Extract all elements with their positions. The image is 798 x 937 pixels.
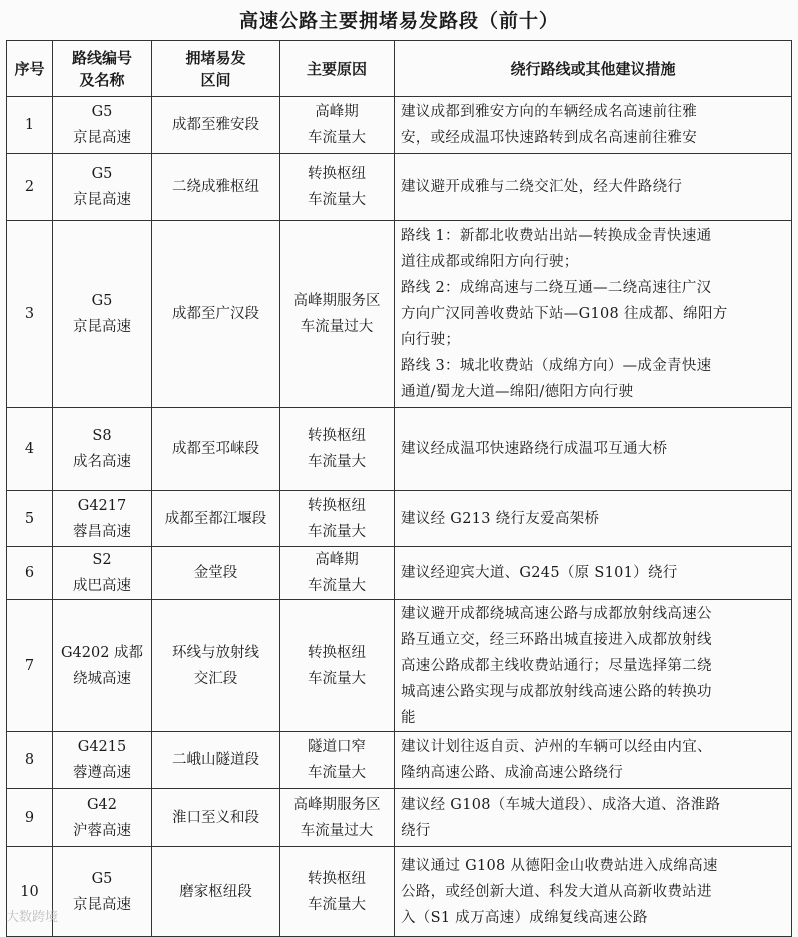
reason-line: 高峰期	[315, 552, 359, 568]
route-code: G5	[91, 166, 113, 182]
header-route-line1: 路线编号	[71, 48, 132, 67]
cell-seq: 1	[7, 97, 53, 154]
measure-line: 绕行	[401, 822, 431, 839]
reason-line: 车流量大	[308, 454, 366, 470]
cell-measures	[395, 408, 792, 491]
table-body	[7, 97, 792, 937]
cell-reason	[280, 97, 395, 154]
cell-section	[152, 408, 280, 491]
reason-line: 转换枢纽	[308, 497, 366, 514]
measure-line: 建议避开成都绕城高速公路与成都放射线高速公	[401, 605, 712, 622]
section-line: 金堂段	[193, 565, 238, 581]
congestion-table	[6, 40, 792, 937]
cell-seq: 6	[7, 547, 53, 600]
reason-line: 转换枢纽	[308, 428, 366, 444]
section-line: 成都至邛崃段	[172, 441, 259, 457]
cell-seq: 3	[7, 221, 53, 408]
cell-route	[53, 847, 152, 937]
reason-line: 转换枢纽	[308, 166, 366, 182]
reason-line: 车流量过大	[300, 319, 374, 335]
measure-line: 路互通立交，经三环路出城直接进入成都放射线	[401, 631, 712, 648]
measure-line: 建议经 G108（车城大道段）、成洛大道、洛淮路	[401, 796, 721, 813]
cell-reason	[280, 408, 395, 491]
route-name: 京昆高速	[73, 130, 131, 146]
measure-line: 城高速公路实现与成都放射线高速公路的转换功	[401, 683, 712, 700]
reason-line: 转换枢纽	[308, 644, 366, 661]
table-row	[7, 847, 792, 937]
cell-route	[53, 154, 152, 221]
measure-line: 路线 1：新都北收费站出站—转换成金青快速通	[401, 228, 712, 244]
reason-line: 高峰期服务区	[293, 796, 381, 813]
reason-line: 车流量大	[308, 578, 366, 594]
route-name: 绕城高速	[73, 670, 131, 687]
cell-section	[152, 221, 280, 408]
route-code: G5	[91, 104, 113, 120]
route-name: 蓉昌高速	[73, 523, 131, 540]
cell-section	[152, 847, 280, 937]
cell-seq: 7	[7, 600, 53, 732]
route-name: 蓉遵高速	[73, 765, 131, 781]
cell-route	[53, 547, 152, 600]
header-route-line2: 及名称	[79, 70, 125, 89]
header-seq: 序号	[7, 41, 53, 97]
header-route	[53, 41, 152, 97]
header-section-line2: 区间	[200, 70, 231, 89]
reason-line: 隧道口窄	[308, 739, 366, 755]
reason-line: 车流量大	[308, 192, 366, 208]
cell-route	[53, 408, 152, 491]
measure-line: 入（S1 成万高速）成绵复线高速公路	[401, 909, 648, 926]
cell-measures	[395, 491, 792, 547]
route-name: 京昆高速	[73, 319, 131, 335]
page-title: 高速公路主要拥堵易发路段（前十）	[238, 10, 559, 32]
route-name: 成名高速	[73, 454, 131, 470]
cell-route	[53, 491, 152, 547]
cell-measures	[395, 97, 792, 154]
header-measures: 绕行路线或其他建议措施	[395, 41, 792, 97]
measure-line: 路线 2：成绵高速与二绕互通—二绕高速往广汉	[401, 280, 712, 296]
section-line: 磨家枢纽段	[179, 883, 252, 900]
measure-line: 公路，或经创新大道、科发大道从高新收费站进	[401, 883, 712, 900]
measure-line: 建议成都到雅安方向的车辆经成名高速前往雅	[401, 104, 697, 120]
measure-line: 路线 3：城北收费站（成绵方向）—成金青快速	[401, 358, 712, 374]
measure-line: 隆纳高速公路、成渝高速公路绕行	[401, 765, 623, 781]
reason-line: 车流量大	[308, 896, 366, 913]
reason-line: 车流量过大	[300, 822, 374, 839]
header-section-line1: 拥堵易发	[185, 48, 246, 67]
route-code: G5	[91, 293, 113, 309]
section-line: 成都至广汉段	[172, 306, 259, 322]
route-code: G5	[91, 870, 113, 887]
measure-line: 能	[401, 709, 416, 726]
cell-reason	[280, 847, 395, 937]
route-code: G42	[86, 796, 118, 813]
route-code: S2	[92, 552, 112, 568]
reason-line: 高峰期	[315, 104, 359, 120]
cell-measures	[395, 547, 792, 600]
cell-reason	[280, 732, 395, 789]
table-row	[7, 491, 792, 547]
cell-section	[152, 789, 280, 847]
cell-measures	[395, 732, 792, 789]
route-code: G4202 成都	[60, 644, 144, 661]
reason-line: 车流量大	[308, 130, 366, 146]
measure-line: 建议通过 G108 从德阳金山收费站进入成绵高速	[401, 857, 718, 874]
measure-line: 方向广汉同善收费站下站—G108 往成都、绵阳方	[401, 306, 728, 322]
section-line: 成都至雅安段	[172, 117, 259, 133]
cell-route	[53, 97, 152, 154]
table-row	[7, 732, 792, 789]
measure-line: 安，或经成温邛快速路转到成名高速前往雅安	[401, 130, 697, 146]
table-row	[7, 154, 792, 221]
cell-seq: 5	[7, 491, 53, 547]
route-code: G4217	[77, 497, 127, 514]
route-name: 沪蓉高速	[73, 822, 131, 839]
reason-line: 车流量大	[308, 670, 366, 687]
section-line: 环线与放射线	[172, 644, 259, 661]
cell-seq: 2	[7, 154, 53, 221]
table-row	[7, 789, 792, 847]
cell-reason	[280, 491, 395, 547]
cell-reason	[280, 154, 395, 221]
reason-line: 高峰期服务区	[293, 293, 381, 309]
table-row	[7, 97, 792, 154]
cell-route	[53, 789, 152, 847]
cell-reason	[280, 600, 395, 732]
route-code: S8	[92, 428, 112, 444]
cell-section	[152, 600, 280, 732]
table-row	[7, 408, 792, 491]
table-header-row	[7, 41, 792, 97]
reason-line: 车流量大	[308, 523, 366, 540]
cell-measures	[395, 789, 792, 847]
measure-line: 建议避开成雅与二绕交汇处，经大件路绕行	[401, 179, 683, 195]
cell-reason	[280, 547, 395, 600]
cell-section	[152, 97, 280, 154]
section-line: 二峨山隧道段	[172, 752, 259, 768]
header-reason: 主要原因	[280, 41, 395, 97]
table-row	[7, 221, 792, 408]
measure-line: 道往成都或绵阳方向行驶；	[401, 254, 579, 270]
cell-route	[53, 221, 152, 408]
cell-seq: 4	[7, 408, 53, 491]
measure-line: 建议经迎宾大道、G245（原 S101）绕行	[401, 565, 678, 581]
cell-measures	[395, 154, 792, 221]
section-line: 成都至都江堰段	[164, 510, 267, 527]
route-name: 成巴高速	[73, 578, 131, 594]
cell-section	[152, 491, 280, 547]
measure-line: 向行驶；	[401, 332, 461, 348]
route-name: 京昆高速	[73, 192, 131, 208]
cell-seq: 9	[7, 789, 53, 847]
cell-route	[53, 732, 152, 789]
cell-seq: 8	[7, 732, 53, 789]
table-row	[7, 600, 792, 732]
cell-section	[152, 154, 280, 221]
cell-section	[152, 547, 280, 600]
cell-measures	[395, 221, 792, 408]
measure-line: 建议经 G213 绕行友爱高架桥	[401, 510, 600, 527]
measure-line: 建议经成温邛快速路绕行成温邛互通大桥	[401, 441, 668, 457]
cell-measures	[395, 847, 792, 937]
cell-reason	[280, 221, 395, 408]
header-section	[152, 41, 280, 97]
reason-line: 转换枢纽	[308, 870, 366, 887]
route-code: G4215	[77, 739, 127, 755]
measure-line: 建议计划往返自贡、泸州的车辆可以经由内宜、	[401, 739, 712, 755]
section-line: 二绕成雅枢纽	[172, 179, 259, 195]
reason-line: 车流量大	[308, 765, 366, 781]
cell-reason	[280, 789, 395, 847]
section-line: 交汇段	[193, 670, 238, 687]
cell-measures	[395, 600, 792, 732]
route-name: 京昆高速	[73, 896, 131, 913]
measure-line: 高速公路成都主线收费站通行；尽量选择第二绕	[401, 657, 712, 674]
section-line: 淮口至义和段	[172, 809, 259, 826]
measure-line: 通道/蜀龙大道—绵阳/德阳方向行驶	[401, 384, 634, 400]
cell-route	[53, 600, 152, 732]
cell-section	[152, 732, 280, 789]
table-row	[7, 547, 792, 600]
cell-seq: 10	[7, 847, 53, 937]
watermark: 大数跨境	[6, 910, 59, 925]
